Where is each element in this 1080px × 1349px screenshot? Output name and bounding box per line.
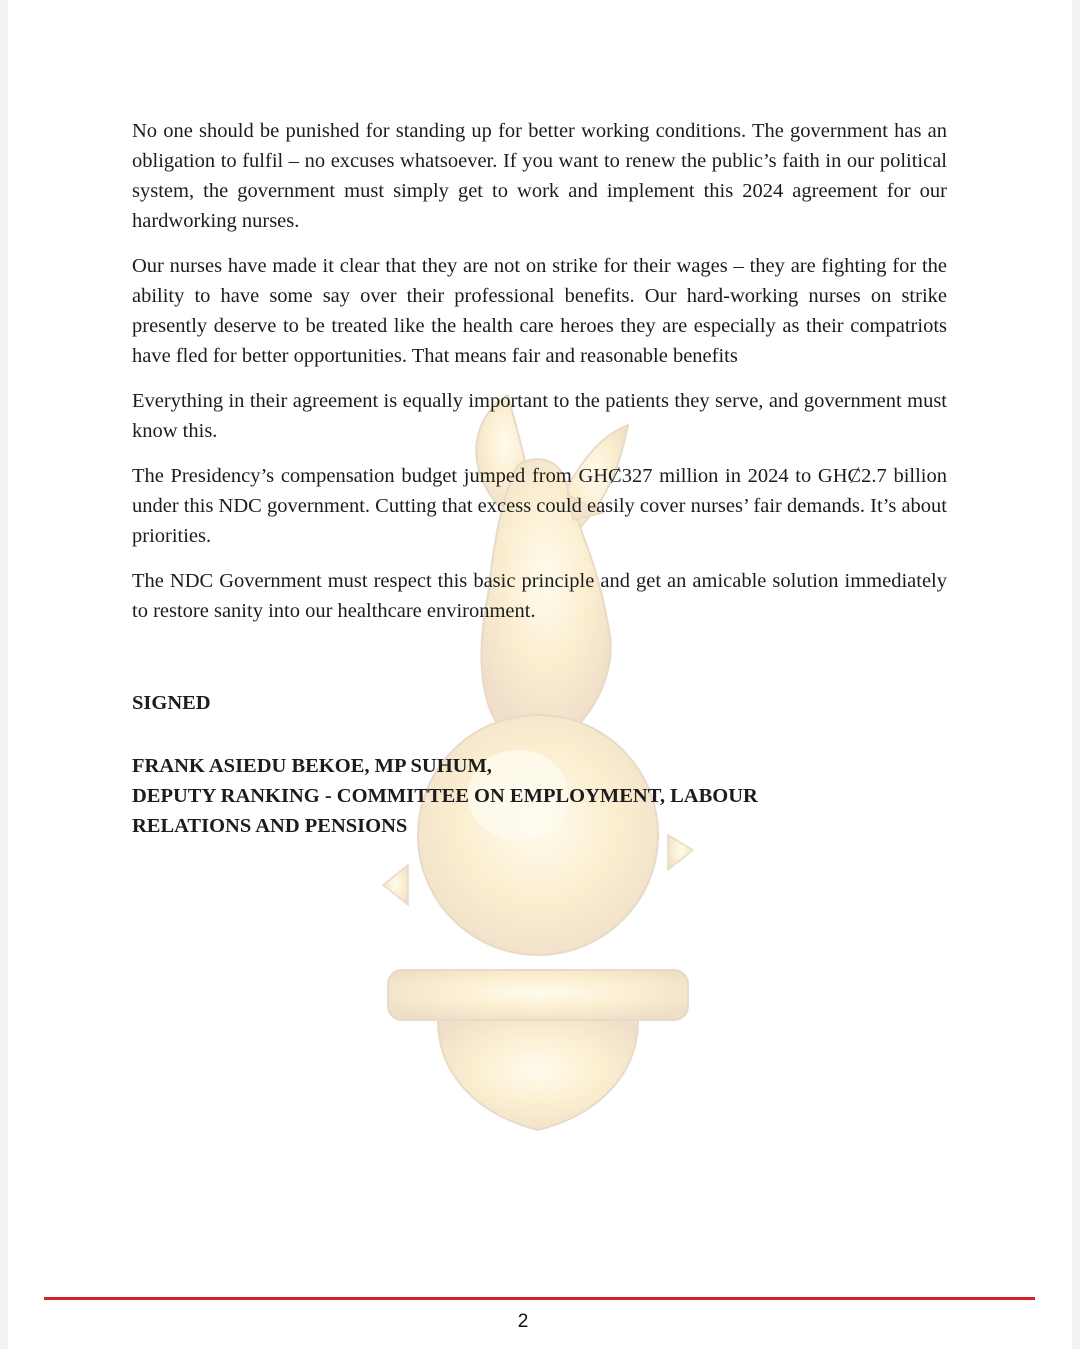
signature-block: [132, 751, 947, 841]
footer-divider: [44, 1297, 1035, 1300]
paragraph: No one should be punished for standing up for better working conditions. The government has an obligation to fulfil – no excuses whatsoever. If you want to renew the public’s faith in our political system, the government must simply get to work and implement this 2024 agreement for our hardworking nurses.: [132, 120, 947, 232]
signed-label: SIGNED: [132, 692, 211, 714]
signatory-name: FRANK ASIEDU BEKOE, MP SUHUM,: [132, 755, 492, 777]
page-number: 2: [517, 1311, 529, 1332]
letter-body: [132, 116, 947, 841]
paragraph: The Presidency’s compensation budget jumped from GHȻ327 million in 2024 to GHȻ2.7 billion under this NDC government. Cutting that excess could easily cover nurses’ fair demands. It’s about priorities.: [132, 465, 947, 547]
paragraph: The NDC Government must respect this basic principle and get an amicable solution immediately to restore sanity into our healthcare environment.: [132, 570, 947, 622]
paragraph: Everything in their agreement is equally important to the patients they serve, and government must know this.: [132, 390, 947, 442]
signatory-title-line: DEPUTY RANKING - COMMITTEE ON EMPLOYMENT, LABOUR: [132, 785, 758, 807]
document-page: [8, 0, 1072, 1349]
paragraph: Our nurses have made it clear that they are not on strike for their wages – they are fighting for the ability to have some say over their professional benefits. Our hard-working nurses on strike presently deserve to be treated like the health care heroes they are especially as their compatriots have fled for better opportunities. That means fair and reasonable benefits: [132, 255, 947, 367]
signatory-title-line: RELATIONS AND PENSIONS: [132, 815, 408, 837]
